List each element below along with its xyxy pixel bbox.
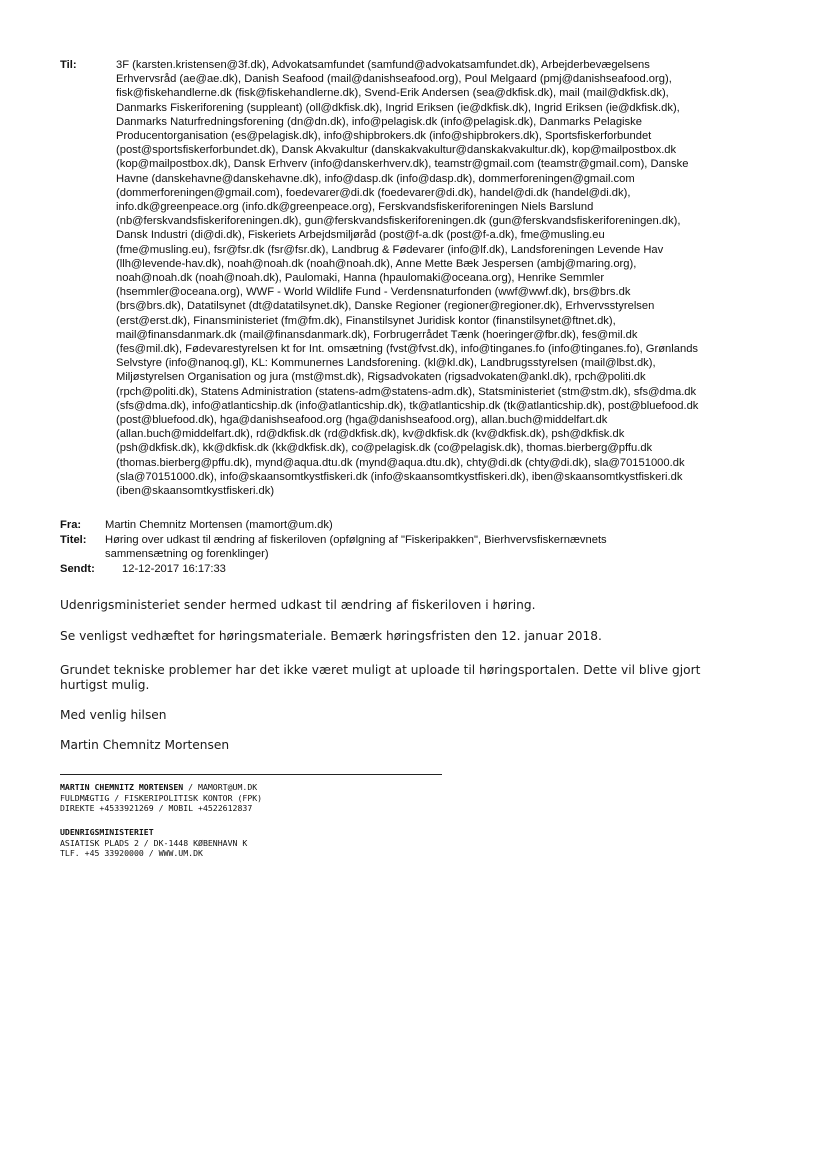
- body-paragraph: [60, 663, 780, 693]
- body-paragraph: Se venligst vedhæftet for høringsmateriale. Bemærk høringsfristen den 12. januar 2018.: [60, 629, 602, 643]
- recipient-line: (rpch@politi.dk), Statens Administration (statens-adm@statens-adm.dk), Statsministeriet (stm@stm.dk), sfs@dma.dk: [116, 385, 697, 398]
- recipient-line: (post@bluefood.dk), hga@danishseafood.org (hga@danishseafood.org), allan.buch@middelfart.dk: [116, 414, 608, 427]
- recipient-line: noah@noah.dk (noah@noah.dk), Paulomaki, Hanna (hpaulomaki@oceana.org), Henrike Semmler: [116, 272, 605, 285]
- recipient-list: [116, 58, 806, 498]
- recipient-line: Miljøstyrelsen Organisation og jura (mst@mst.dk), Rigsadvokaten (rigsadvokaten@ankl.dk), rpch@politi.dk: [116, 371, 646, 384]
- sent-value: 12-12-2017 16:17:33: [122, 563, 226, 575]
- signature-block: [60, 782, 262, 814]
- recipient-line: (sfs@dma.dk), info@atlanticship.dk (info@atlanticship.dk), tk@atlanticship.dk (tk@atlanticship.dk), post@bluefood.dk: [116, 399, 699, 412]
- recipient-line: (dommerforeningen@gmail.com), foedevarer@di.dk (foedevarer@di.dk), handel@di.dk (handel@di.dk),: [116, 186, 631, 199]
- recipient-line: mail@finansdanmark.dk (mail@finansdanmark.dk), Forbrugerrådet Tænk (hoeringer@fbr.dk), fes@mil.dk: [116, 328, 638, 341]
- recipient-line: Danmarks Naturfredningsforening (dn@dn.dk), info@pelagisk.dk (info@pelagisk.dk), Danmarks Pelagiske: [116, 115, 642, 128]
- recipient-line: Danmarks Fiskeriforening (suppleant) (oll@dkfisk.dk), Ingrid Eriksen (ie@dkfisk.dk), Ingrid Eriksen (ie@dkfisk.dk),: [116, 101, 680, 114]
- recipient-line: Dansk Industri (di@di.dk), Fiskeriets Arbejdsmiljøråd (post@f-a.dk (post@f-a.dk), fme@musling.eu: [116, 229, 605, 242]
- signature-divider: [60, 774, 442, 775]
- body-paragraph: Udenrigsministeriet sender hermed udkast til ændring af fiskeriloven i høring.: [60, 598, 536, 612]
- organization-name: [60, 827, 247, 838]
- signature-title: FULDMÆGTIG / FISKERIPOLITISK KONTOR (FPK): [60, 792, 263, 803]
- organization-contact: TLF. +45 33920000 / WWW.UM.DK: [60, 848, 203, 859]
- signature-phone: DIREKTE +4533921269 / MOBIL +4522612837: [60, 803, 253, 814]
- recipient-line: (allan.buch@middelfart.dk), rd@dkfisk.dk (rd@dkfisk.dk), kv@dkfisk.dk (kv@dkfisk.dk), psh@dkfisk.dk: [116, 428, 625, 441]
- signature-email: / MAMORT@UM.DK: [183, 782, 258, 792]
- recipient-line: (fme@musling.eu), fsr@fsr.dk (fsr@fsr.dk), Landbrug & Fødevarer (info@lf.dk), Landsforeningen Levende Hav: [116, 243, 664, 256]
- recipient-line: fisk@fiskehandlerne.dk (fisk@fiskehandlerne.dk), Svend-Erik Andersen (sea@dkfisk.dk), mail (mail@dkfisk.dk),: [116, 87, 669, 100]
- from-label: Fra:: [60, 519, 82, 531]
- closing-text: Med venlig hilsen: [60, 708, 167, 722]
- organization-address: ASIATISK PLADS 2 / DK-1448 KØBENHAVN K: [60, 837, 248, 848]
- recipient-line: (llh@levende-hav.dk), noah@noah.dk (noah@noah.dk), Anne Mette Bæk Jespersen (ambj@maring.org),: [116, 257, 637, 270]
- recipient-line: (sla@70151000.dk), info@skaansomtkystfiskeri.dk (info@skaansomtkystfiskeri.dk), iben@skaansomtkystfiskeri.dk: [116, 470, 683, 483]
- recipient-line: Selvstyre (info@nanoq.gl), KL: Kommunernes Landsforening. (kl@kl.dk), Landbrugsstyrelsen (mail@lbst.dk),: [116, 357, 656, 370]
- signature-name: MARTIN CHEMNITZ MORTENSEN: [60, 782, 184, 792]
- organization-block: [60, 827, 247, 859]
- recipient-line: (fes@mil.dk), Fødevarestyrelsen kt for Int. omsætning (fvst@fvst.dk), info@tinganes.fo (info@tinganes.fo), Grønlands: [116, 343, 699, 356]
- recipient-line: Erhvervsråd (ae@ae.dk), Danish Seafood (mail@danishseafood.org), Poul Melgaard (pmj@danishseafood.org),: [116, 73, 672, 86]
- recipient-line: (thomas.bierberg@pffu.dk), mynd@aqua.dtu.dk (mynd@aqua.dtu.dk), chty@di.dk (chty@di.dk), sla@70151000.dk: [116, 456, 685, 469]
- recipient-line: (post@sportsfiskerforbundet.dk), Dansk Akvakultur (danskakvakultur@danskakvakultur.dk), kop@mailpostbox.dk: [116, 144, 677, 157]
- subject-label: Titel:: [60, 534, 87, 546]
- subject-line: Høring over udkast til ændring af fiskeriloven (opfølgning af "Fiskeripakken", Bierhvervsfiskernævnets: [105, 534, 607, 546]
- recipient-line: (iben@skaansomtkystfiskeri.dk): [116, 485, 275, 498]
- to-label: Til:: [60, 59, 77, 71]
- recipient-line: (nb@ferskvandsfiskeriforeningen.dk), gun@ferskvandsfiskeriforeningen.dk (gun@ferskvandsfiskeriforeningen.dk),: [116, 215, 681, 228]
- recipient-line: (hsemmler@oceana.org), WWF - World Wildlife Fund - Verdensnaturfonden (wwf@wwf.dk), brs@brs.dk: [116, 286, 631, 299]
- recipient-line: (brs@brs.dk), Datatilsynet (dt@datatilsynet.dk), Danske Regioner (regioner@regioner.dk), Erhvervsstyrelsen: [116, 300, 655, 313]
- body-line: hurtigst mulig.: [60, 678, 150, 692]
- organization-name-text: UDENRIGSMINISTERIET: [60, 827, 154, 837]
- sender-name: Martin Chemnitz Mortensen: [60, 738, 230, 752]
- body-line: Grundet tekniske problemer har det ikke været muligt at uploade til høringsportalen. Dette vil blive gjort: [60, 663, 701, 677]
- recipient-line: (erst@erst.dk), Finansministeriet (fm@fm.dk), Finanstilsynet Juridisk kontor (finanstilsynet@ftnet.dk),: [116, 314, 616, 327]
- subject-value: [105, 533, 800, 561]
- recipient-line: Havne (danskehavne@danskehavne.dk), info@dasp.dk (info@dasp.dk), dommerforeningen@gmail.com: [116, 172, 635, 185]
- recipient-line: (psh@dkfisk.dk), kk@dkfisk.dk (kk@dkfisk.dk), co@pelagisk.dk (co@pelagisk.dk), thomas.bierberg@pffu.dk: [116, 442, 653, 455]
- from-value: Martin Chemnitz Mortensen (mamort@um.dk): [105, 519, 333, 531]
- signature-name-line: [60, 782, 262, 793]
- sent-label: Sendt:: [60, 563, 95, 575]
- recipient-line: Producentorganisation (es@pelagisk.dk), info@shipbrokers.dk (info@shipbrokers.dk), Sportsfiskerforbundet: [116, 130, 652, 143]
- recipient-line: (kop@mailpostbox.dk), Dansk Erhverv (info@danskerhverv.dk), teamstr@gmail.com (teamstr@gmail.com), Danske: [116, 158, 689, 171]
- recipient-line: 3F (karsten.kristensen@3f.dk), Advokatsamfundet (samfund@advokatsamfundet.dk), Arbejderbevægelsens: [116, 59, 650, 71]
- subject-line: sammensætning og forenklinger): [105, 548, 269, 561]
- recipient-line: info.dk@greenpeace.org (info.dk@greenpeace.org), Ferskvandsfiskeriforeningen Niels Barslund: [116, 201, 594, 214]
